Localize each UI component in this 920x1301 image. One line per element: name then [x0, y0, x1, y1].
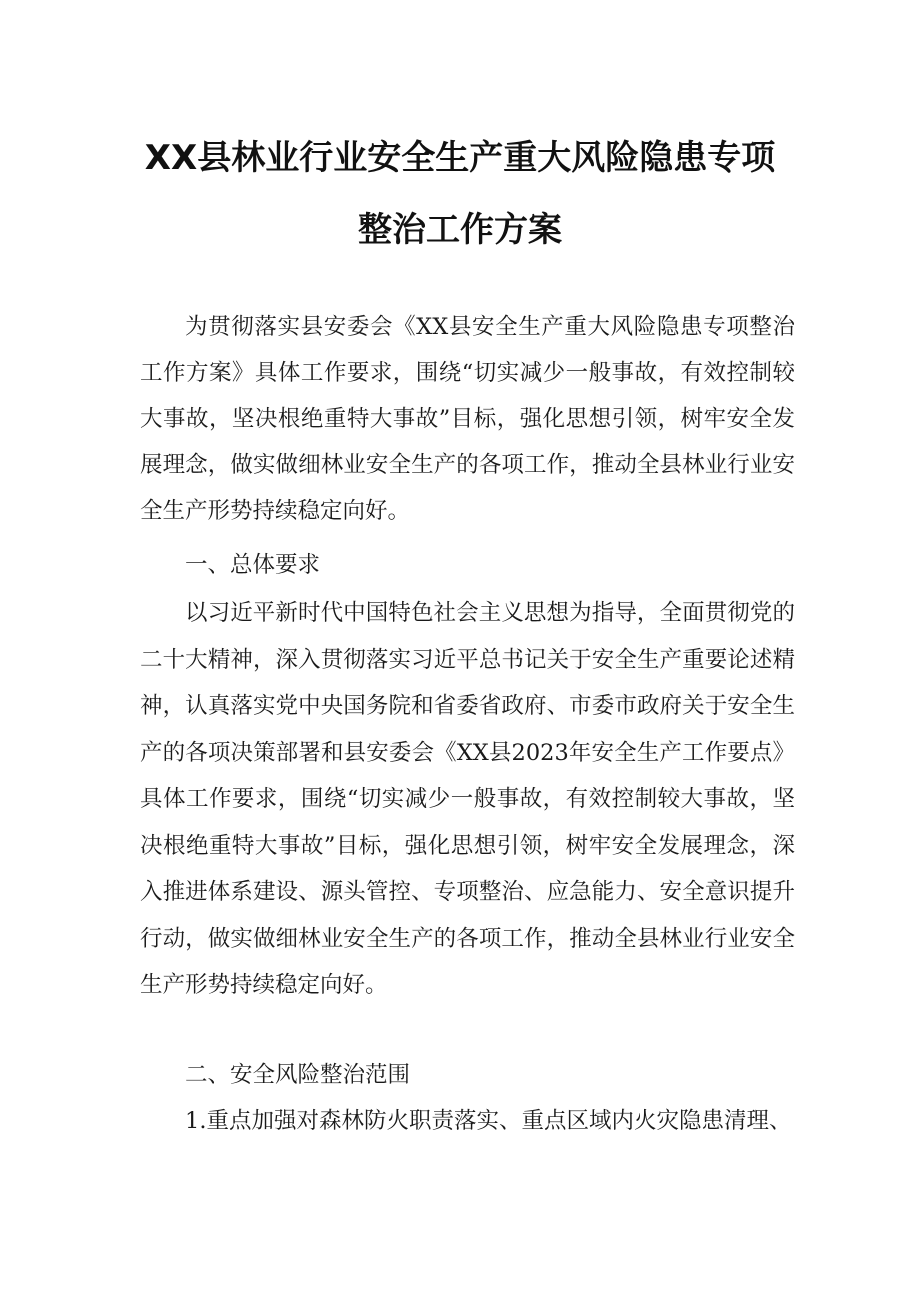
- document-title-line-1: XX县林业行业安全生产重大风险隐患专项: [144, 138, 776, 178]
- section-2-heading: 二、安全风险整治范围: [185, 1062, 411, 1088]
- section-2-item-1: 1.重点加强对森林防火职责落实、重点区域内火灾隐患清理、: [185, 1108, 792, 1134]
- intro-paragraph: 为贯彻落实县安委会《XX县安全生产重大风险隐患专项整治工作方案》具体工作要求，围绕“切实减少一般事故，有效控制较大事故，坚决根绝重特大事故”目标，强化思想引领，树牢安全发展理念，做实做细林业安全生产的各项工作，推动全县林业行业安全生产形势持续稳定向好。: [140, 314, 795, 524]
- section-1-paragraph: 以习近平新时代中国特色社会主义思想为指导，全面贯彻党的二十大精神，深入贯彻落实习近平总书记关于安全生产重要论述精神，认真落实党中央国务院和省委省政府、市委市政府关于安全生产的各项决策部署和县安委会《XX县2023年安全生产工作要点》具体工作要求，围绕“切实减少一般事故，有效控制较大事故，坚决根绝重特大事故”目标，强化思想引领，树牢安全发展理念，深入推进体系建设、源头管控、专项整治、应急能力、安全意识提升行动，做实做细林业安全生产的各项工作，推动全县林业行业安全生产形势持续稳定向好。: [140, 600, 795, 998]
- section-1-heading: 一、总体要求: [185, 552, 321, 578]
- document-title-line-2: 整治工作方案: [358, 210, 562, 250]
